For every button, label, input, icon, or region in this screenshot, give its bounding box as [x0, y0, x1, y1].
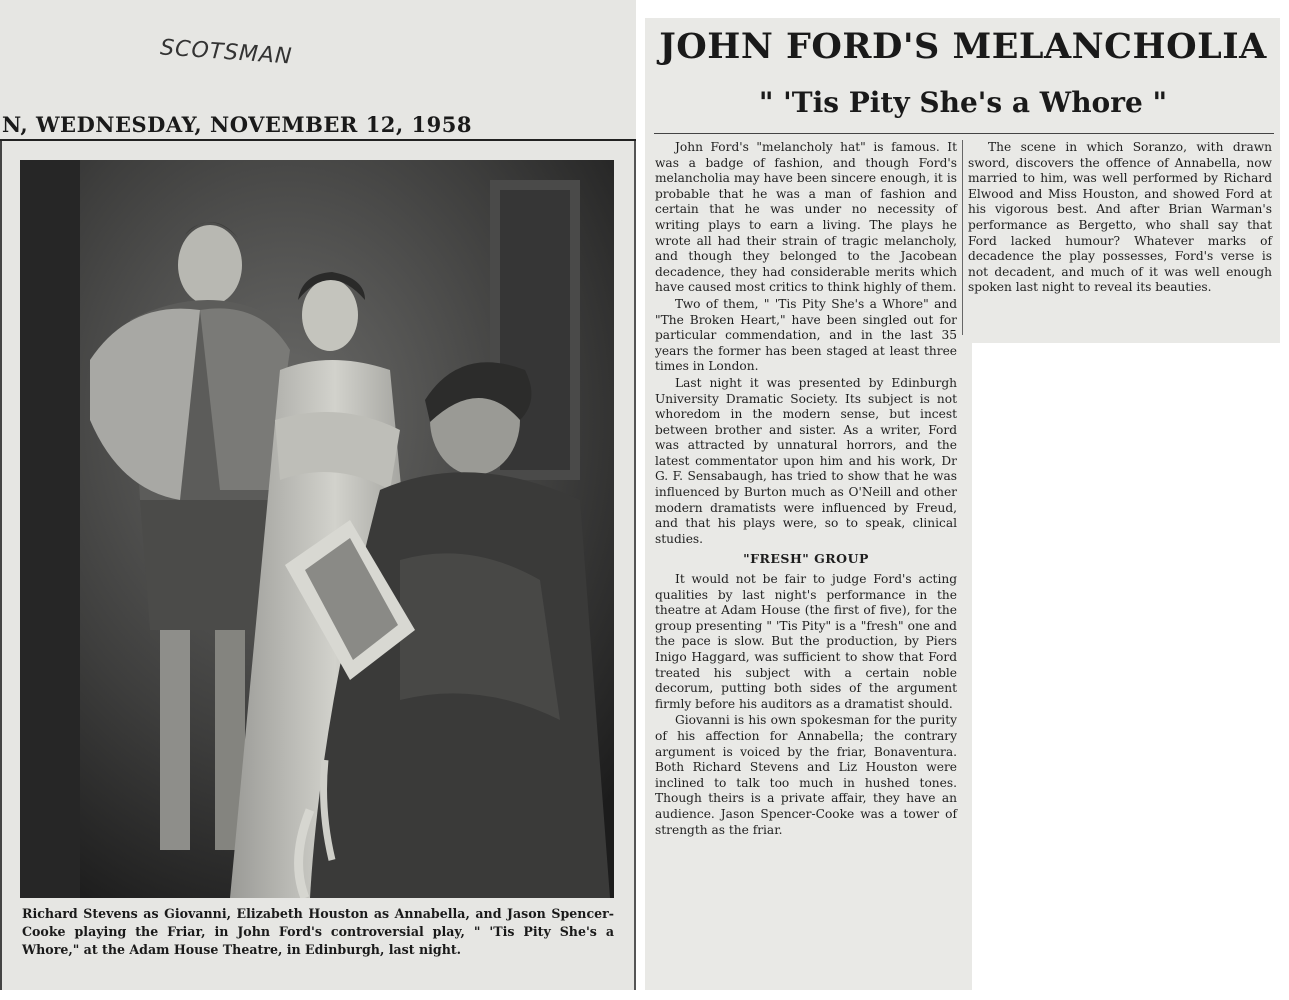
production-photo — [20, 160, 614, 898]
handwritten-note: SCOTSMAN — [159, 35, 294, 70]
dateline-rule — [0, 139, 636, 141]
section-subtitle: "FRESH" GROUP — [743, 551, 869, 567]
article-column-1 — [655, 140, 957, 838]
article-paragraph: John Ford's "melancholy hat" is famous. It was a badge of fashion, and though Ford's melancholia may have been sincere enough, it is probable that he was a man of fashion and certain that he was under no necessity of writing plays to earn a living. The plays he wrote all had their strain of tragic melancholy, and though they belonged to the Jacobean decadence, they had considerable merits which have caused most critics to think highly of them. — [655, 140, 957, 295]
dateline: N, WEDNESDAY, NOVEMBER 12, 1958 — [2, 112, 472, 137]
left-border-rule — [0, 141, 2, 990]
article-headline: JOHN FORD'S MELANCHOLIA — [659, 26, 1267, 67]
column-rule — [962, 140, 963, 335]
article-column-2 — [968, 140, 1272, 296]
article-paragraph: Last night it was presented by Edinburgh University Dramatic Society. Its subject is not whoredom in the modern sense, but incest between brother and sister. As a writer, Ford was attracted by unnatural horrors, and the latest commentator upon him and his work, Dr G. F. Sensabaugh, has tried to show that he was influenced by Burton much as O'Neill and other modern dramatists were influenced by Freud, and that his plays were, so to speak, clinical studies. — [655, 375, 957, 546]
photo-illustration — [20, 160, 614, 898]
article-paragraph: The scene in which Soranzo, with drawn sword, discovers the offence of Annabella, now married to him, was well performed by Richard Elwood and Miss Houston, and showed Ford at his vigorous best. And after Brian Warman's performance as Bergetto, who shall say that Ford lacked humour? Whatever marks of decadence the play possesses, Ford's verse is not decadent, and much of it was well enough spoken last night to reveal its beauties. — [968, 140, 1272, 295]
right-border-rule — [634, 141, 636, 990]
article-paragraph: Giovanni is his own spokesman for the purity of his affection for Annabella; the contrary argument is voiced by the friar, Bonaventura. Both Richard Stevens and Liz Houston were inclined to talk too much in hushed tones. Though theirs is a private affair, they have an audience. Jason Spencer-Cooke was a tower of strength as the friar. — [655, 713, 957, 837]
article-paragraph: Two of them, " 'Tis Pity She's a Whore" and "The Broken Heart," have been singled out for particular commendation, and in the last 35 years the former has been staged at least three times in London. — [655, 296, 957, 374]
headline-rule — [654, 133, 1274, 134]
article-paragraph: It would not be fair to judge Ford's acting qualities by last night's performance in the theatre at Adam House (the first of five), for the group presenting " 'Tis Pity" is a "fresh" one and the pace is slow. But the production, by Piers Inigo Haggard, was sufficient to show that Ford treated his subject with a certain noble decorum, putting both sides of the argument firmly before his auditors as a dramatist should. — [655, 572, 957, 711]
article-subheadline: " 'Tis Pity She's a Whore " — [758, 86, 1168, 119]
photo-caption: Richard Stevens as Giovanni, Elizabeth Houston as Annabella, and Jason Spencer-Cooke playing the Friar, in John Ford's controversial play, " 'Tis Pity She's a Whore," at the Adam House Theatre, in Edinburgh, last night. — [22, 906, 614, 957]
